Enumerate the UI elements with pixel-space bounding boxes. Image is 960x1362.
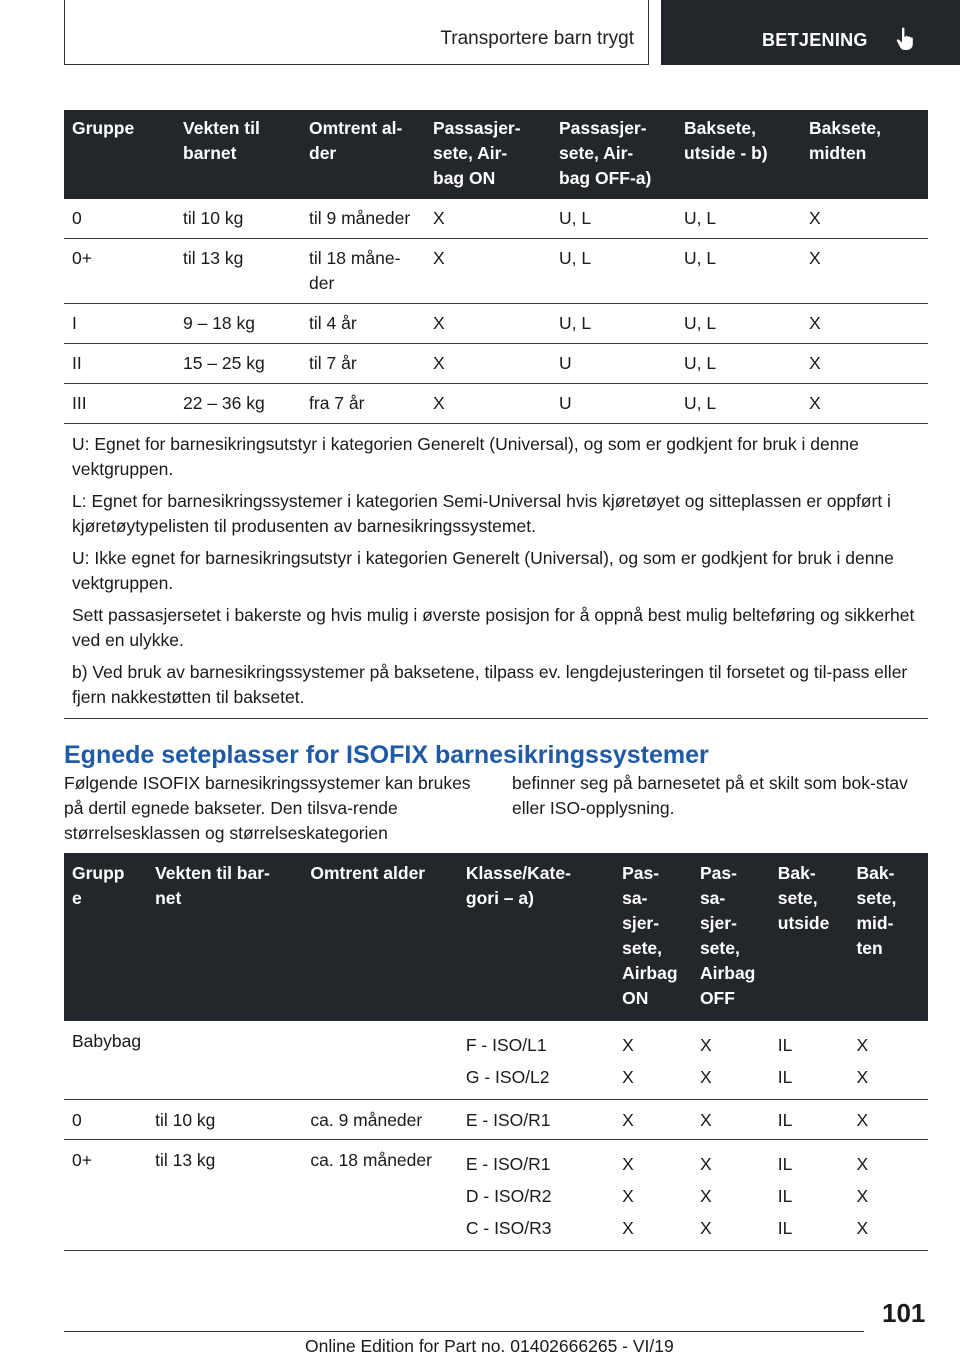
col-header: Klasse/Kate- gori – a) [458, 853, 614, 1021]
table-header-row [64, 853, 928, 1021]
table-cell: U [551, 344, 676, 384]
table-cell: U [551, 384, 676, 424]
pointing-hand-icon [893, 26, 919, 52]
header-section-title: Transportere barn trygt [440, 28, 634, 49]
table-cell: X [425, 344, 551, 384]
table-row [64, 1140, 928, 1251]
table-cell: ca. 9 måneder [302, 1100, 458, 1140]
table-cell: 22 – 36 kg [175, 384, 301, 424]
table-row [64, 344, 928, 384]
col-header: Passasjer- sete, Air- bag ON [425, 110, 551, 199]
col-header: Baksete, midten [801, 110, 928, 199]
col-header: Pas- sa- sjer- sete, Airbag OFF [692, 853, 770, 1021]
col-header: Pas- sa- sjer- sete, Airbag ON [614, 853, 692, 1021]
table-row [64, 199, 928, 239]
group-suitability-table [64, 110, 928, 719]
table-cell: X [801, 199, 928, 239]
table-cell: til 18 måne- der [301, 239, 425, 304]
section-paragraph-right: befinner seg på barnesetet på et skilt som bok-stav eller ISO-opplysning. [512, 773, 908, 818]
table-cell: U, L [676, 384, 801, 424]
table-cell: III [64, 384, 175, 424]
table-cell: E - ISO/R1 [458, 1100, 614, 1140]
table-cell: X X [692, 1021, 770, 1100]
table-cell: til 13 kg [147, 1140, 302, 1251]
table-cell: F - ISO/L1 G - ISO/L2 [458, 1021, 614, 1100]
table-cell: X [425, 199, 551, 239]
section-heading: Egnede seteplasser for ISOFIX barnesikringssystemer [64, 741, 709, 769]
col-header: Vekten til bar- net [147, 853, 302, 1021]
table-cell: X [614, 1100, 692, 1140]
col-header: Baksete, utside - b) [676, 110, 801, 199]
table-cell: IL IL [770, 1021, 849, 1100]
table-row [64, 384, 928, 424]
table-cell: ca. 18 måneder [302, 1140, 458, 1251]
table-cell: til 9 måneder [301, 199, 425, 239]
table-cell: X [801, 304, 928, 344]
table-cell: X [848, 1100, 928, 1140]
page-number: 101 [882, 1298, 926, 1328]
table-cell: X [801, 344, 928, 384]
table-header-row [64, 110, 928, 199]
col-header: Omtrent alder [302, 853, 458, 1021]
table-cell: Babybag [64, 1021, 147, 1100]
table-cell: til 7 år [301, 344, 425, 384]
table-cell: X X [848, 1021, 928, 1100]
col-header: Grupp e [64, 853, 147, 1021]
table-cell [147, 1021, 302, 1100]
col-header: Passasjer- sete, Air- bag OFF-a) [551, 110, 676, 199]
isofix-suitability-table [64, 853, 928, 1251]
table-cell: X [425, 384, 551, 424]
table-row [64, 1021, 928, 1100]
table-cell: 0 [64, 1100, 147, 1140]
table-cell: til 13 kg [175, 239, 301, 304]
note-not-suitable: U: Ikke egnet for barnesikringsutstyr i kategorien Generelt (Universal), og som er godkjent for bruk i denne vektgruppen. [72, 548, 894, 593]
note-seat-position: Sett passasjersetet i bakerste og hvis mulig i øverste posisjon for å oppnå best mulig belteføring og sikkerhet ved en ulykke. [72, 605, 915, 650]
note-semi-universal: L: Egnet for barnesikringssystemer i kategorien Semi-Universal hvis kjøretøyet og sitteplassen er oppført i kjøretøytypelisten til produsenten av barnesikringssystemet. [72, 491, 891, 536]
table-cell: X X X [614, 1140, 692, 1251]
table-cell: U, L [676, 304, 801, 344]
table-cell: til 10 kg [147, 1100, 302, 1140]
table-cell: U, L [676, 199, 801, 239]
table-cell: U, L [551, 199, 676, 239]
table-cell: U, L [676, 239, 801, 304]
table-cell: U, L [551, 239, 676, 304]
table-cell: X X X [848, 1140, 928, 1251]
footer-divider [64, 1331, 864, 1332]
table-cell: X X X [692, 1140, 770, 1251]
section-paragraph-left: Følgende ISOFIX barnesikringssystemer kan brukes på dertil egnede bakseter. Den tilsva-rende størrelsesklassen og størrelseskategorien [64, 773, 471, 843]
note-rear-seats: b) Ved bruk av barnesikringssystemer på baksetene, tilpass ev. lengdejusteringen til forsetet og til-pass eller fjern nakkestøtten til baksetet. [72, 662, 908, 707]
table-cell: fra 7 år [301, 384, 425, 424]
footer-edition: Online Edition for Part no. 01402666265 - VI/19 [305, 1336, 674, 1356]
header-section-box [64, 0, 649, 65]
table-cell: X X [614, 1021, 692, 1100]
table-cell: 0+ [64, 239, 175, 304]
table-cell: E - ISO/R1 D - ISO/R2 C - ISO/R3 [458, 1140, 614, 1251]
table-cell: U, L [676, 344, 801, 384]
col-header: Omtrent al- der [301, 110, 425, 199]
table-row [64, 304, 928, 344]
table-cell: II [64, 344, 175, 384]
table-cell: til 10 kg [175, 199, 301, 239]
table-notes-row [64, 424, 928, 719]
note-universal: U: Egnet for barnesikringsutstyr i kategorien Generelt (Universal), og som er godkjent for bruk i denne vektgruppen. [72, 434, 859, 479]
header-chapter-box [661, 0, 960, 65]
table-row [64, 1100, 928, 1140]
table-cell [302, 1021, 458, 1100]
table-cell: X [425, 304, 551, 344]
table-cell: X [801, 384, 928, 424]
table-cell: 0 [64, 199, 175, 239]
col-header: Vekten til barnet [175, 110, 301, 199]
table-cell: U, L [551, 304, 676, 344]
table-cell: 9 – 18 kg [175, 304, 301, 344]
col-header: Gruppe [64, 110, 175, 199]
table-cell: IL IL IL [770, 1140, 849, 1251]
col-header: Bak- sete, utside [770, 853, 849, 1021]
table-row [64, 239, 928, 304]
col-header: Bak- sete, mid- ten [848, 853, 928, 1021]
table-cell: til 4 år [301, 304, 425, 344]
table-cell: 15 – 25 kg [175, 344, 301, 384]
table-cell: X [425, 239, 551, 304]
table-cell: X [801, 239, 928, 304]
table-cell: 0+ [64, 1140, 147, 1251]
header-chapter-title: BETJENING [762, 30, 868, 50]
table-cell: X [692, 1100, 770, 1140]
table-cell: I [64, 304, 175, 344]
table-cell: IL [770, 1100, 849, 1140]
